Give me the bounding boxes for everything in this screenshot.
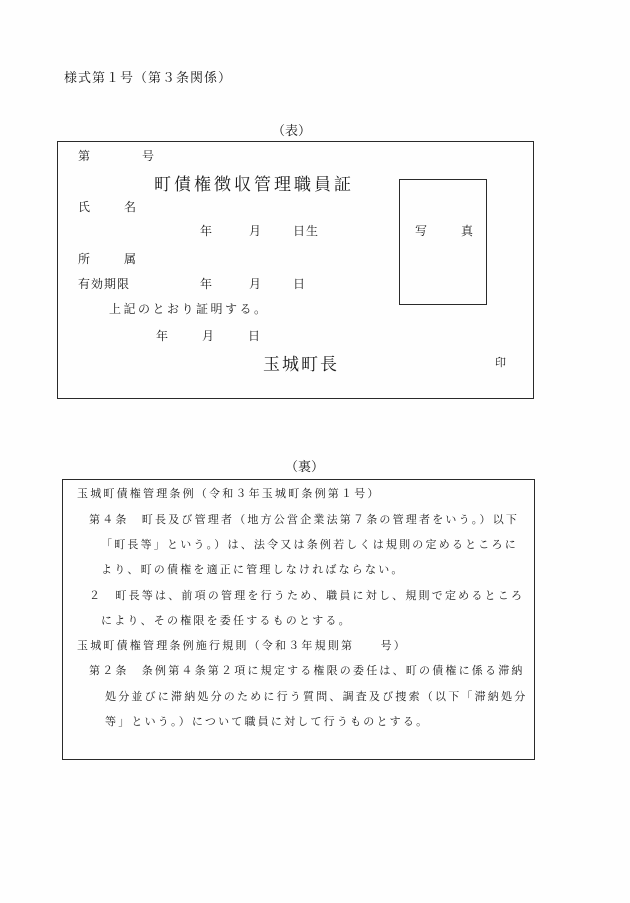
article4-para2-line2: により、その権限を委任するものとする。 — [101, 614, 352, 627]
issue-year: 年 — [156, 329, 170, 343]
photo-label-1: 写 — [415, 224, 429, 238]
validity-label: 有効期限 — [78, 277, 131, 291]
back-side-label: （裏） — [285, 460, 325, 475]
name-label-2: 名 — [124, 200, 138, 214]
article4-para2-line1: ２ 町長等は、前項の管理を行うため、職員に対し、規則で定めるところ — [89, 589, 525, 602]
validity-year: 年 — [200, 277, 214, 291]
card-title: 町債権徴収管理職員証 — [154, 175, 354, 195]
form-number-header: 様式第１号（第３条関係） — [64, 71, 233, 86]
regulation-title: 玉城町債権管理条例施行規則（令和３年規則第 号） — [77, 639, 407, 652]
article4-line3: より、町の債権を適正に管理しなければならない。 — [101, 563, 405, 576]
validity-day: 日 — [293, 277, 307, 291]
affiliation-label-1: 所 — [78, 252, 92, 266]
birth-day: 日生 — [293, 224, 320, 238]
article2-line2: 処分並びに滞納処分のために行う質問、調査及び捜索（以下「滞納処分 — [105, 690, 528, 703]
article4-line1: 第４条 町長及び管理者（地方公営企業法第７条の管理者をいう。）以下 — [89, 513, 520, 526]
issue-day: 日 — [248, 329, 262, 343]
article2-line3: 等」という。）について職員に対して行うものとする。 — [105, 715, 430, 728]
photo-area — [399, 179, 487, 305]
name-label-1: 氏 — [78, 200, 92, 214]
front-side-label: （表） — [272, 124, 312, 139]
photo-label-2: 真 — [461, 224, 475, 238]
article2-line1: 第２条 条例第４条第２項に規定する権限の委任は、町の債権に係る滞納 — [89, 664, 525, 677]
issue-month: 月 — [202, 329, 216, 343]
article4-line2: 「町長等」という。）は、法令又は条例若しくは規則の定めるところに — [101, 538, 518, 551]
affiliation-label-2: 属 — [124, 252, 138, 266]
certify-text: 上記のとおり証明する。 — [109, 302, 269, 316]
birth-year: 年 — [200, 224, 214, 238]
birth-month: 月 — [249, 224, 263, 238]
number-suffix: 号 — [142, 149, 156, 163]
ordinance-title: 玉城町債権管理条例（令和３年玉城町条例第１号） — [77, 487, 381, 500]
validity-month: 月 — [249, 277, 263, 291]
seal-mark: 印 — [495, 356, 506, 369]
issuer-name: 玉城町長 — [263, 355, 339, 375]
number-prefix: 第 — [78, 149, 92, 163]
